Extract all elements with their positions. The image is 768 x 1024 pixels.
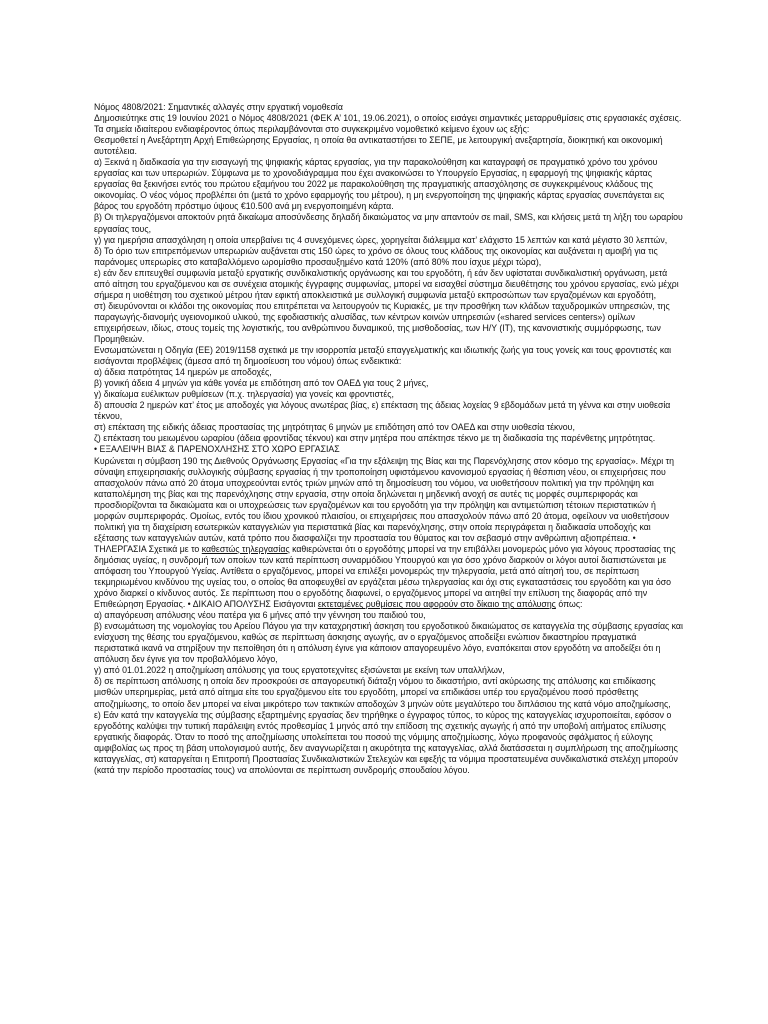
list-item: β) γονική άδεια 4 μηνών για κάθε γονέα με επιδότηση από τον ΟΑΕΔ για τους 2 μήνες, xyxy=(94,378,429,389)
list-item: β) ενσωμάτωση της νομολογίας του Αρείου Πάγου για την καταχρηστική άσκηση του εργοδοτικού δικαιώματος σε καταγγελία της σύμβασης εργασίας και ενίσχυση της θέσης του εργαζόμενου, καθώς σε περίπτωση άσκησης αγωγής, αν ο εργαζόμενος αποδείξει ενώπιον δικαστηρίου πραγματικά περιστατικά ικανά να στηρίξουν την πεποίθηση ότι η απόλυση έγινε για κάποιον απαγορευμένο λόγο, εναπόκειται στον εργοδότη να αποδείξει ότι η απόλυση δεν έγινε για τον προβαλλόμενο λόγο, xyxy=(94,621,683,665)
telework-link[interactable]: καθεστώς τηλεργασίας xyxy=(201,543,290,554)
paragraph: β) Οι τηλεργαζόμενοι αποκτούν ρητά δικαίωμα αποσύνδεσης δηλαδή δικαιώματος να μην απαντούν σε mail, SMS, και κλήσεις μετά τη λήξη του ωραρίου εργασίας τους, xyxy=(94,212,683,234)
list-item: στ) επέκταση της ειδικής άδειας προστασίας της μητρότητας 6 μηνών με επιδότηση από τον ΟΑΕΔ και στην υιοθεσία τέκνου, xyxy=(94,422,575,433)
paragraph: Ενσωματώνεται η Οδηγία (ΕΕ) 2019/1158 σχετικά με την ισορροπία μεταξύ επαγγελματικής και ιδιωτικής ζωής για τους γονείς και τους φροντιστές και εισάγονται προβλέψεις (άμεσα από τη δημοσίευση του νόμου) όπως ενδεικτικά: xyxy=(94,345,672,367)
section-text: καθιερώνεται ότι ο εργοδότης μπορεί να την επιβάλλει μονομερώς μόνο για λόγους προστασίας της δημόσιας υγείας, η συνδρομή των οποίων των κατά περίπτωση συναρμόδιου Υπουργού και για όσο χρόνο διαρκούν οι λόγοι αυτοί διαπιστώνεται με απόφαση του Υπουργού Υγείας. Αντίθετα ο εργαζόμενος, μπορεί να επιλέξει μονομερώς την τηλεργασία, μετά από αίτησή του, σε περίπτωση τεκμηριωμένου κινδύνου της υγείας του, ο οποίος θα αποφευχθεί αν εργάζεται μέσω τηλεργασίας και όχι στις εγκαταστάσεις του εργοδότη και για όσο χρόνο διαρκεί ο κίνδυνος αυτός. Σε περίπτωση που ο εργοδότης διαφωνεί, ο εργαζόμενος μπορεί να αιτηθεί την επίλυση της διαφοράς από την Επιθεώρηση Εργασίας. • ΔΙΚΑΙΟ ΑΠΟΛΥΣΗΣ Εισάγονται xyxy=(94,543,676,610)
list-item: γ) δικαίωμα ευέλικτων ρυθμίσεων (π.χ. τηλεργασία) για γονείς και φροντιστές, xyxy=(94,389,394,400)
paragraph: α) Ξεκινά η διαδικασία για την εισαγωγή της ψηφιακής κάρτας εργασίας, για την παρακολούθηση και καταγραφή σε πραγματικό χρόνο του χρόνου εργασίας και των υπερωριών. Σύμφωνα με το χρονοδιάγραμμα που έχει ανακοινώσει το Υπουργείο Εργασίας, η εφαρμογή της ψηφιακής κάρτας εργασίας θα ξεκινήσει εντός του πρώτου εξαμήνου του 2022 με παρακολούθηση της πραγματικής απασχόλησης σε συγκεκριμένους κλάδους της οικονομίας. Ο νέος νόμος προβλέπει ότι (μετά το χρόνο εφαρμογής του μέτρου), η μη ενεργοποίηση της ψηφιακής κάρτας εργασίας συνεπάγεται εις βάρος του εργοδότη πρόστιμο ύψους €10.500 ανά μη ενεργοποιημένη κάρτα. xyxy=(94,157,665,212)
list-item: α) απαγόρευση απόλυσης νέου πατέρα για 6 μήνες από την γέννηση του παιδιού του, xyxy=(94,610,426,621)
section-text: όπως: xyxy=(555,599,583,610)
list-item: δ) σε περίπτωση απόλυσης η οποία δεν προσκρούει σε απαγορευτική διάταξη νόμου το δικαστήριο, αντί ακύρωσης της απόλυσης και επιδίκασης μισθών υπερημερίας, μετά από αίτημα είτε του εργαζόμενου είτε του εργοδότη, μπορεί να επιδικάσει υπέρ του εργαζομένου ποσό πρόσθετης αποζημίωσης, το οποίο δεν μπορεί να είναι μικρότερο των τακτικών αποδοχών 3 μηνών ούτε μεγαλύτερο του διπλάσιου της κατά νόμο αποζημίωσης, xyxy=(94,676,671,709)
list-item: δ) απουσία 2 ημερών κατ’ έτος με αποδοχές για λόγους ανωτέρας βίας, ε) επέκταση της άδειας λοχείας 9 εβδομάδων μετά τη γέννα και στην υιοθεσία τέκνου, xyxy=(94,400,671,422)
paragraph: δ) Το όριο των επιτρεπόμενων υπερωριών αυξάνεται στις 150 ώρες το χρόνο σε όλους τους κλάδους της οικονομίας και αυξάνεται η αμοιβή για τις παράνομες υπερωρίες στο καταβαλλόμενο ωρομίσθιο προσαυξημένο κατά 120% (από 80% που ίσχυε μέχρι τώρα), xyxy=(94,245,658,267)
paragraph: ε) εάν δεν επιτευχθεί συμφωνία μεταξύ εργατικής συνδικαλιστικής οργάνωσης και του εργοδότη, ή εάν δεν υφίσταται συνδικαλιστική οργάνωση, μετά από αίτηση του εργαζόμενου και σε συνέχεια ατομικής έγγραφης συμφωνίας, μπορεί να εισαχθεί σύστημα διευθέτησης του χρόνου εργασίας, ενώ μέχρι σήμερα η υιοθέτηση του σχετικού μέτρου ήταν εφικτή αποκλειστικά με συλλογική συμφωνία μεταξύ εκπροσώπων των εργαζομένων και εργοδότη, xyxy=(94,267,679,300)
paragraph: γ) για ημερήσια απασχόληση η οποία υπερβαίνει τις 4 συνεχόμενες ώρες, χορηγείται διάλειμμα κατ’ ελάχιστο 15 λεπτών και κατά μέγιστο 30 λεπτών, xyxy=(94,234,668,245)
list-item: ε) Εάν κατά την καταγγελία της σύμβασης εξαρτημένης εργασίας δεν τηρήθηκε ο έγγραφος τύπος, το κύρος της καταγγελίας ισχυροποιείται, εφόσον ο εργοδότης καλύψει την τυπική παράλειψη εντός προθεσμίας 1 μηνός από την επίδοση της σχετικής αγωγής ή από την υποβολή αιτήματος επίλυσης εργατικής διαφοράς. Όταν το ποσό της αποζημίωσης υπολείπεται του ποσού της νόμιμης αποζημίωσης, λόγω προφανούς σφάλματος ή εύλογης αμφιβολίας ως προς τη βάση υπολογισμού αυτής, δεν αναγνωρίζεται η ακυρότητα της καταγγελίας, αλλά διατάσσεται η συμπλήρωση της αποζημίωσης καταγγελίας, στ) καταργείται η Επιτροπή Προστασίας Συνδικαλιστικών Στελεχών και εφεξής τα νόμιμα προστατευμένα συνδικαλιστικά στελέχη μπορούν (κατά την περίοδο προστασίας τους) να απολύονται σε περίπτωση συνδρομής σπουδαίου λόγου. xyxy=(94,709,678,775)
section-body xyxy=(94,456,684,611)
section-text: Κυρώνεται η σύμβαση 190 της Διεθνούς Οργάνωσης Εργασίας «Για την εξάλειψη της Βίας και της Παρενόχλησης στον κόσμο της εργασίας». Μέχρι τη σύναψη επιχειρησιακής συλλογικής σύμβασης εργασίας ή την τροποποίηση υφιστάμενου κανονισμού εργασίας ή θέσπιση νέου, οι επιχειρήσεις που απασχολούν πάνω από 20 άτομα υποχρεούνται εντός τριών μηνών από τη δημοσίευση του νόμου, να υιοθετήσουν πολιτική για την πρόληψη και καταπολέμηση της βίας και της παρενόχλησης στην εργασία, στην οποία δηλώνεται η μηδενική ανοχή σε αυτές τις μορφές συμπεριφοράς και προσδιορίζονται τα δικαιώματα και οι υποχρεώσεις των εργαζομένων και του εργοδότη για την πρόληψη και αντιμετώπιση τέτοιων περιστατικών ή μορφών συμπεριφοράς. Ομοίως, εντός του ίδιου χρονικού πλαισίου, οι επιχειρήσεις που απασχολούν πάνω από 20 άτομα, οφείλουν να υιοθετήσουν πολιτική για τη διαχείριση εσωτερικών καταγγελιών για περιστατικά βίας και παρενόχλησης, στην οποία περιγράφεται η διαδικασία υποδοχής και εξέτασης των καταγγελιών αυτών, κατά τρόπο που διασφαλίζει την προστασία του θύματος και τον σεβασμό στην ανθρώπινη αξιοπρέπεια. • ΤΗΛΕΡΓΑΣΙΑ Σχετικά με το xyxy=(94,455,674,554)
dismissal-law-link[interactable]: εκτεταμένες ρυθμίσεις που αφορούν στο δίκαιο της απόλυσης xyxy=(317,599,556,610)
paragraph: στ) διευρύνονται οι κλάδοι της οικονομίας που επιτρέπεται να λειτουργούν τις Κυριακές, με την προσθήκη των κλάδων ταχυδρομικών υπηρεσιών, της παραγωγής-διανομής υγειονομικού υλικού, της εφοδιαστικής αλυσίδας, των κέντρων κοινών υπηρεσιών («shared services centers») ομίλων επιχειρήσεων, ιδίως, στους τομείς της λογιστικής, του ανθρώπινου δυναμικού, της μισθοδοσίας, των Η/Υ (IT), της κανονιστικής συμμόρφωσης, των Προμηθειών. xyxy=(94,300,670,344)
document-body xyxy=(94,102,684,776)
list-item: α) άδεια πατρότητας 14 ημερών με αποδοχές, xyxy=(94,367,272,378)
list-item: ζ) επέκταση του μειωμένου ωραρίου (άδεια φροντίδας τέκνου) και στην μητέρα που απέκτησε τέκνο με τη διαδικασία της παρένθετης μητρότητας. xyxy=(94,433,656,444)
paragraph: Δημοσιεύτηκε στις 19 Ιουνίου 2021 ο Νόμος 4808/2021 (ΦΕΚ Α’ 101, 19.06.2021), ο οποίος εισάγει σημαντικές μεταρρυθμίσεις στις εργασιακές σχέσεις. Τα σημεία ιδιαίτερου ενδιαφέροντος όπως περιλαμβάνονται στο συγκεκριμένο νομοθετικό κείμενο έχουν ως εξής: xyxy=(94,113,682,135)
list-item: γ) από 01.01.2022 η αποζημίωση απόλυσης για τους εργατοτεχνίτες εξισώνεται με εκείνη των υπαλλήλων, xyxy=(94,665,505,676)
document-title: Νόμος 4808/2021: Σημαντικές αλλαγές στην εργατική νομοθεσία xyxy=(94,102,343,112)
section-heading: • ΕΞΑΛΕΙΨΗ ΒΙΑΣ & ΠΑΡΕΝΟΧΛΗΣΗΣ ΣΤΟ ΧΩΡΟ ΕΡΓΑΣΙΑΣ xyxy=(94,444,340,455)
paragraph: Θεσμοθετεί η Ανεξάρτητη Αρχή Επιθεώρησης Εργασίας, η οποία θα αντικαταστήσει το ΣΕΠΕ, με λειτουργική ανεξαρτησία, διοικητική και οικονομική αυτοτέλεια. xyxy=(94,135,663,157)
